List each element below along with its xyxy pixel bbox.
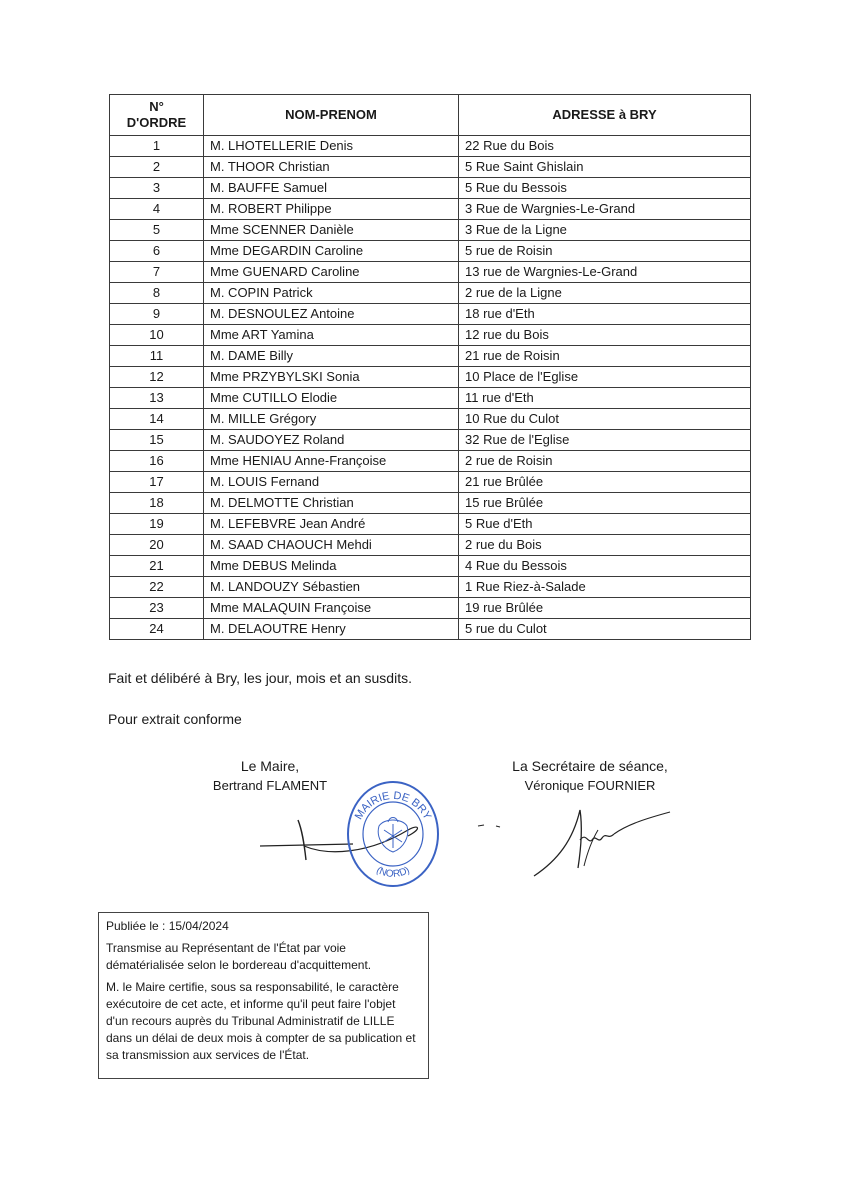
- row-name: Mme GUENARD Caroline: [204, 262, 459, 283]
- row-address: 18 rue d'Eth: [459, 304, 751, 325]
- table-row: [110, 598, 751, 619]
- secretary-handwritten-signature: [528, 800, 678, 880]
- row-order-number: 22: [110, 577, 204, 598]
- row-order-number: 4: [110, 199, 204, 220]
- table-row: [110, 430, 751, 451]
- row-address: 2 rue de la Ligne: [459, 283, 751, 304]
- table-row: [110, 220, 751, 241]
- row-order-number: 16: [110, 451, 204, 472]
- row-address: 2 rue du Bois: [459, 535, 751, 556]
- row-name: M. LANDOUZY Sébastien: [204, 577, 459, 598]
- row-name: Mme PRZYBYLSKI Sonia: [204, 367, 459, 388]
- secretary-title: La Secrétaire de séance,: [512, 758, 668, 774]
- row-name: M. DAME Billy: [204, 346, 459, 367]
- header-name: NOM-PRENOM: [204, 95, 459, 136]
- row-name: Mme DEGARDIN Caroline: [204, 241, 459, 262]
- row-order-number: 6: [110, 241, 204, 262]
- row-order-number: 7: [110, 262, 204, 283]
- row-order-number: 3: [110, 178, 204, 199]
- row-name: Mme SCENNER Danièle: [204, 220, 459, 241]
- row-order-number: 10: [110, 325, 204, 346]
- row-address: 32 Rue de l'Eglise: [459, 430, 751, 451]
- header-address: ADRESSE à BRY: [459, 95, 751, 136]
- row-name: M. BAUFFE Samuel: [204, 178, 459, 199]
- row-address: 12 rue du Bois: [459, 325, 751, 346]
- table-row: [110, 283, 751, 304]
- table-row: [110, 535, 751, 556]
- row-name: M. SAUDOYEZ Roland: [204, 430, 459, 451]
- table-row: [110, 325, 751, 346]
- row-order-number: 20: [110, 535, 204, 556]
- extract-statement: Pour extrait conforme: [108, 711, 242, 727]
- stamp-top-text: MAIRIE DE BRY: [352, 789, 434, 822]
- row-name: M. LEFEBVRE Jean André: [204, 514, 459, 535]
- row-order-number: 15: [110, 430, 204, 451]
- row-address: 5 Rue Saint Ghislain: [459, 157, 751, 178]
- row-address: 5 Rue d'Eth: [459, 514, 751, 535]
- table-row: [110, 409, 751, 430]
- row-address: 3 Rue de Wargnies-Le-Grand: [459, 199, 751, 220]
- header-order-number-line1: N°: [149, 99, 164, 114]
- table-row: [110, 346, 751, 367]
- table-header-row: [110, 95, 751, 136]
- svg-text:(NORD): [374, 865, 411, 880]
- row-name: Mme HENIAU Anne-Françoise: [204, 451, 459, 472]
- table-row: [110, 493, 751, 514]
- row-order-number: 19: [110, 514, 204, 535]
- row-name: Mme ART Yamina: [204, 325, 459, 346]
- row-address: 11 rue d'Eth: [459, 388, 751, 409]
- secretary-name: Véronique FOURNIER: [524, 778, 656, 793]
- row-name: M. MILLE Grégory: [204, 409, 459, 430]
- table-row: [110, 619, 751, 640]
- row-address: 22 Rue du Bois: [459, 136, 751, 157]
- mayor-name: Bertrand FLAMENT: [212, 778, 328, 793]
- row-order-number: 2: [110, 157, 204, 178]
- row-name: Mme MALAQUIN Françoise: [204, 598, 459, 619]
- coat-of-arms-icon: [378, 818, 408, 853]
- row-address: 3 Rue de la Ligne: [459, 220, 751, 241]
- row-name: M. DELMOTTE Christian: [204, 493, 459, 514]
- row-order-number: 17: [110, 472, 204, 493]
- row-order-number: 9: [110, 304, 204, 325]
- table-row: [110, 388, 751, 409]
- table-row: [110, 157, 751, 178]
- table-row: [110, 304, 751, 325]
- row-address: 21 rue de Roisin: [459, 346, 751, 367]
- council-members-table: [109, 94, 751, 640]
- row-address: 13 rue de Wargnies-Le-Grand: [459, 262, 751, 283]
- publication-date: Publiée le : 15/04/2024: [106, 919, 229, 933]
- publication-notice: [98, 912, 429, 1079]
- row-address: 19 rue Brûlée: [459, 598, 751, 619]
- row-order-number: 8: [110, 283, 204, 304]
- row-address: 15 rue Brûlée: [459, 493, 751, 514]
- table-row: [110, 514, 751, 535]
- row-address: 2 rue de Roisin: [459, 451, 751, 472]
- row-name: M. DESNOULEZ Antoine: [204, 304, 459, 325]
- row-name: Mme DEBUS Melinda: [204, 556, 459, 577]
- row-name: M. LHOTELLERIE Denis: [204, 136, 459, 157]
- row-order-number: 23: [110, 598, 204, 619]
- mayor-signature-block: [200, 756, 340, 796]
- stamp-bottom-text: (NORD): [374, 864, 412, 881]
- table-row: [110, 451, 751, 472]
- row-name: M. ROBERT Philippe: [204, 199, 459, 220]
- row-order-number: 21: [110, 556, 204, 577]
- table-row: [110, 577, 751, 598]
- row-name: M. COPIN Patrick: [204, 283, 459, 304]
- row-address: 5 rue de Roisin: [459, 241, 751, 262]
- row-address: 10 Place de l'Eglise: [459, 367, 751, 388]
- row-address: 5 Rue du Bessois: [459, 178, 751, 199]
- row-name: M. THOOR Christian: [204, 157, 459, 178]
- table-row: [110, 199, 751, 220]
- table-row: [110, 178, 751, 199]
- table-row: [110, 241, 751, 262]
- mayor-title: Le Maire,: [240, 758, 300, 774]
- table-row: [110, 472, 751, 493]
- row-address: 1 Rue Riez-à-Salade: [459, 577, 751, 598]
- secretary-signature-block: [500, 756, 680, 796]
- row-name: M. SAAD CHAOUCH Mehdi: [204, 535, 459, 556]
- row-name: M. DELAOUTRE Henry: [204, 619, 459, 640]
- table-row: [110, 262, 751, 283]
- town-hall-stamp: [344, 778, 442, 890]
- closing-statement: Fait et délibéré à Bry, les jour, mois et an susdits.: [108, 670, 412, 686]
- table-row: [110, 367, 751, 388]
- transmission-notice: Transmise au Représentant de l'État par voie dématérialisée selon le bordereau d'acquittement.: [106, 941, 372, 972]
- row-order-number: 11: [110, 346, 204, 367]
- row-order-number: 18: [110, 493, 204, 514]
- row-order-number: 14: [110, 409, 204, 430]
- row-address: 5 rue du Culot: [459, 619, 751, 640]
- row-name: Mme CUTILLO Elodie: [204, 388, 459, 409]
- certification-notice: M. le Maire certifie, sous sa responsabilité, le caractère exécutoire de cet acte, et informe qu'il peut faire l'objet d'un recours auprès du Tribunal Administratif de LILLE dans un délai de deux mois à compter de sa publication et sa transmission aux services de l'État.: [106, 980, 416, 1062]
- header-order-number-line2: D'ORDRE: [126, 115, 187, 130]
- row-order-number: 13: [110, 388, 204, 409]
- row-address: 21 rue Brûlée: [459, 472, 751, 493]
- row-order-number: 5: [110, 220, 204, 241]
- row-address: 10 Rue du Culot: [459, 409, 751, 430]
- row-order-number: 1: [110, 136, 204, 157]
- table-row: [110, 556, 751, 577]
- row-order-number: 24: [110, 619, 204, 640]
- header-order-number: [110, 95, 204, 136]
- table-row: [110, 136, 751, 157]
- row-name: M. LOUIS Fernand: [204, 472, 459, 493]
- row-order-number: 12: [110, 367, 204, 388]
- row-address: 4 Rue du Bessois: [459, 556, 751, 577]
